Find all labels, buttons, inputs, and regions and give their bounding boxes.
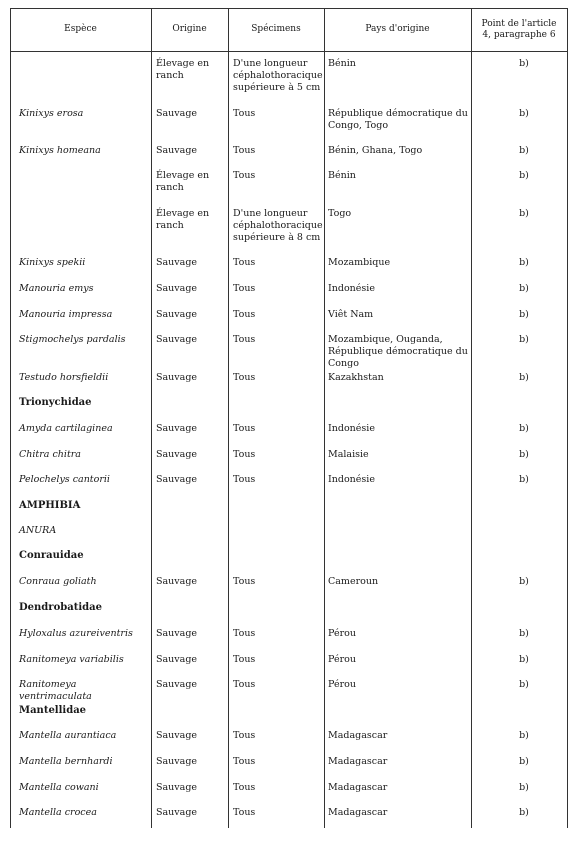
country-cell: Malaisie	[328, 449, 369, 460]
header-bottom-rule	[10, 51, 568, 52]
point-ref-cell: b)	[519, 679, 529, 690]
column-rule	[228, 8, 229, 828]
point-ref-cell: b)	[519, 628, 529, 639]
country-cell: Madagascar	[328, 756, 388, 767]
species-name-cell: Kinixys spekii	[19, 257, 86, 268]
origin-cell: Sauvage	[156, 807, 198, 818]
country-cell: Togo	[328, 208, 352, 219]
country-cell: Bénin	[328, 170, 356, 181]
country-cell: Madagascar	[328, 782, 388, 793]
country-cell: Pérou	[328, 679, 356, 690]
point-ref-cell: b)	[519, 807, 529, 818]
species-name-cell: Mantellidae	[19, 705, 87, 716]
specimens-cell: Tous	[233, 807, 256, 818]
point-ref-cell: b)	[519, 257, 529, 268]
origin-cell: Sauvage	[156, 108, 198, 119]
column-rule	[151, 8, 152, 828]
specimens-cell: Tous	[233, 170, 256, 181]
origin-cell: Élevage en ranch	[156, 58, 210, 81]
point-ref-cell: b)	[519, 782, 529, 793]
country-cell: Madagascar	[328, 807, 388, 818]
point-ref-cell: b)	[519, 730, 529, 741]
specimens-cell: Tous	[233, 145, 256, 156]
country-cell: Pérou	[328, 654, 356, 665]
origin-cell: Sauvage	[156, 309, 198, 320]
point-ref-cell: b)	[519, 576, 529, 587]
specimens-cell: Tous	[233, 423, 256, 434]
column-rule	[10, 8, 11, 828]
species-name-cell: Kinixys erosa	[19, 108, 84, 119]
species-name-cell: Pelochelys cantorii	[19, 474, 110, 485]
species-name-cell: Amyda cartilaginea	[19, 423, 113, 434]
specimens-cell: Tous	[233, 730, 256, 741]
point-ref-cell: b)	[519, 474, 529, 485]
specimens-cell: D'une longueur céphalothoracique supérieure à 8 cm	[233, 208, 323, 243]
point-ref-cell: b)	[519, 449, 529, 460]
point-ref-cell: b)	[519, 145, 529, 156]
species-name-cell: Ranitomeya variabilis	[19, 654, 124, 665]
species-name-cell: Testudo horsfieldii	[19, 372, 109, 383]
specimens-cell: Tous	[233, 679, 256, 690]
column-rule	[567, 8, 568, 828]
country-cell: Viêt Nam	[328, 309, 374, 320]
origin-cell: Sauvage	[156, 423, 198, 434]
species-name-cell: Mantella aurantiaca	[19, 730, 117, 741]
origin-cell: Sauvage	[156, 283, 198, 294]
country-cell: Pérou	[328, 628, 356, 639]
origin-cell: Élevage en ranch	[156, 170, 210, 193]
point-ref-cell: b)	[519, 309, 529, 320]
species-name-cell: AMPHIBIA	[19, 500, 81, 511]
country-cell: Indonésie	[328, 283, 375, 294]
species-name-cell: Mantella bernhardi	[19, 756, 113, 767]
species-name-cell: ANURA	[19, 525, 57, 536]
species-name-cell: Hyloxalus azureiventris	[19, 628, 133, 639]
country-cell: Indonésie	[328, 423, 375, 434]
point-ref-cell: b)	[519, 58, 529, 69]
species-name-cell: Trionychidae	[19, 397, 92, 408]
specimens-cell: D'une longueur céphalothoracique supérieure à 5 cm	[233, 58, 323, 93]
species-name-cell: Manouria impressa	[19, 309, 113, 320]
species-name-cell: Manouria emys	[19, 283, 94, 294]
specimens-cell: Tous	[233, 628, 256, 639]
species-name-cell: Conraua goliath	[19, 576, 97, 587]
column-rule	[471, 8, 472, 828]
specimens-cell: Tous	[233, 782, 256, 793]
specimens-cell: Tous	[233, 576, 256, 587]
header-pays: Pays d'origine	[365, 24, 430, 34]
origin-cell: Sauvage	[156, 679, 198, 690]
species-name-cell: Mantella crocea	[19, 807, 97, 818]
country-cell: Bénin, Ghana, Togo	[328, 145, 423, 156]
origin-cell: Sauvage	[156, 145, 198, 156]
country-cell: Indonésie	[328, 474, 375, 485]
origin-cell: Sauvage	[156, 730, 198, 741]
country-cell: Kazakhstan	[328, 372, 384, 383]
specimens-cell: Tous	[233, 283, 256, 294]
species-name-cell: Ranitomeya ventrimaculata	[19, 679, 92, 702]
point-ref-cell: b)	[519, 208, 529, 219]
point-ref-cell: b)	[519, 170, 529, 181]
specimens-cell: Tous	[233, 449, 256, 460]
species-name-cell: Stigmochelys pardalis	[19, 334, 126, 345]
specimens-cell: Tous	[233, 334, 256, 345]
header-point: Point de l'article 4, paragraphe 6	[481, 18, 557, 40]
point-ref-cell: b)	[519, 372, 529, 383]
header-specimens: Spécimens	[251, 24, 301, 34]
origin-cell: Sauvage	[156, 257, 198, 268]
origin-cell: Sauvage	[156, 372, 198, 383]
origin-cell: Sauvage	[156, 474, 198, 485]
specimens-cell: Tous	[233, 257, 256, 268]
species-name-cell: Kinixys homeana	[19, 145, 101, 156]
origin-cell: Sauvage	[156, 782, 198, 793]
species-name-cell: Chitra chitra	[19, 449, 81, 460]
country-cell: Mozambique	[328, 257, 391, 268]
species-name-cell: Mantella cowani	[19, 782, 99, 793]
specimens-cell: Tous	[233, 654, 256, 665]
country-cell: Bénin	[328, 58, 356, 69]
origin-cell: Sauvage	[156, 334, 198, 345]
header-origine: Origine	[172, 24, 207, 34]
origin-cell: Sauvage	[156, 576, 198, 587]
origin-cell: Sauvage	[156, 449, 198, 460]
specimens-cell: Tous	[233, 309, 256, 320]
point-ref-cell: b)	[519, 283, 529, 294]
specimens-cell: Tous	[233, 474, 256, 485]
point-ref-cell: b)	[519, 756, 529, 767]
point-ref-cell: b)	[519, 334, 529, 345]
header-espece: Espèce	[64, 24, 97, 34]
species-name-cell: Conrauidae	[19, 550, 84, 561]
origin-cell: Élevage en ranch	[156, 208, 210, 231]
point-ref-cell: b)	[519, 108, 529, 119]
country-cell: Madagascar	[328, 730, 388, 741]
table-header	[10, 8, 568, 51]
country-cell: Mozambique, Ouganda, République démocratique du Congo	[328, 334, 468, 369]
species-table	[10, 8, 568, 828]
column-rule	[324, 8, 325, 828]
specimens-cell: Tous	[233, 108, 256, 119]
specimens-cell: Tous	[233, 372, 256, 383]
origin-cell: Sauvage	[156, 628, 198, 639]
point-ref-cell: b)	[519, 423, 529, 434]
species-name-cell: Dendrobatidae	[19, 602, 102, 613]
origin-cell: Sauvage	[156, 756, 198, 767]
point-ref-cell: b)	[519, 654, 529, 665]
specimens-cell: Tous	[233, 756, 256, 767]
country-cell: République démocratique du Congo, Togo	[328, 108, 468, 131]
origin-cell: Sauvage	[156, 654, 198, 665]
country-cell: Cameroun	[328, 576, 379, 587]
